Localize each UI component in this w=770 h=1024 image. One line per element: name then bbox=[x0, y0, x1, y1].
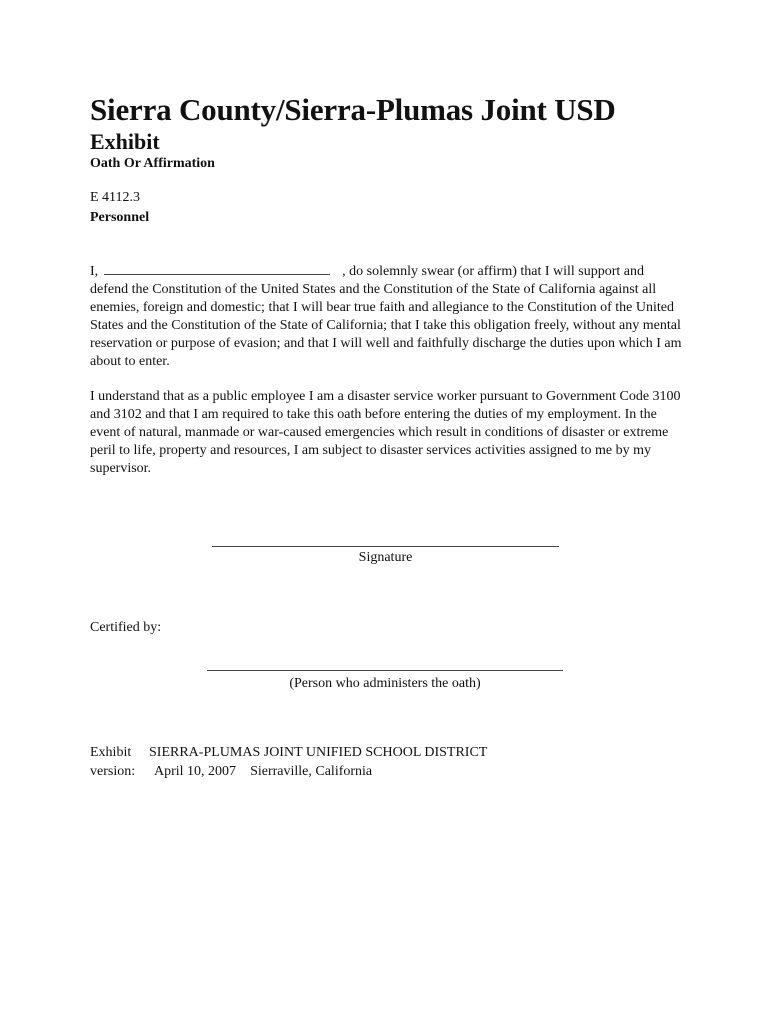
policy-category: Personnel bbox=[90, 210, 150, 225]
footer-exhibit-label: Exhibit bbox=[90, 745, 132, 760]
footer-date: April 10, 2007 bbox=[154, 764, 237, 779]
administrator-signature-line[interactable] bbox=[207, 670, 563, 671]
oath-paragraph bbox=[90, 262, 685, 370]
signature-label: Signature bbox=[358, 550, 413, 565]
oath-text: , do solemnly swear (or affirm) that I will support and defend the Constitution of the United States and the Constitution of the State of California against all enemies, foreign and domestic; that I will bear true faith and allegiance to the Constitution of the United States and the Constitution of the State of California; that I take this obligation freely, without any mental reservation or purpose of evasion; and that I will well and faithfully discharge the duties upon which I am about to enter. bbox=[90, 264, 682, 369]
name-blank-line[interactable] bbox=[104, 262, 330, 275]
administrator-label: (Person who administers the oath) bbox=[289, 676, 481, 691]
document-type: Oath Or Affirmation bbox=[90, 156, 215, 171]
footer-location: Sierraville, California bbox=[250, 764, 373, 779]
disaster-worker-paragraph: I understand that as a public employee I am a disaster service worker pursuant to Government Code 3100 and 3102 and that I am required to take this oath before entering the duties of my employment. In the event of natural, manmade or war-caused emergencies which result in conditions of disaster or extreme peril to life, property and resources, I am subject to disaster services activities assigned to me by my supervisor. bbox=[90, 389, 681, 476]
footer-line-2 bbox=[90, 764, 372, 780]
footer-district: SIERRA-PLUMAS JOINT UNIFIED SCHOOL DISTRICT bbox=[149, 745, 488, 760]
footer-line-1 bbox=[90, 745, 487, 761]
signature-line[interactable] bbox=[212, 546, 559, 547]
footer-version-label: version: bbox=[90, 764, 136, 779]
certified-by-label: Certified by: bbox=[90, 620, 162, 635]
oath-prefix: I, bbox=[90, 264, 99, 279]
policy-code: E 4112.3 bbox=[90, 190, 141, 205]
document-subtitle: Exhibit bbox=[90, 129, 160, 154]
document-title: Sierra County/Sierra-Plumas Joint USD bbox=[90, 92, 616, 127]
